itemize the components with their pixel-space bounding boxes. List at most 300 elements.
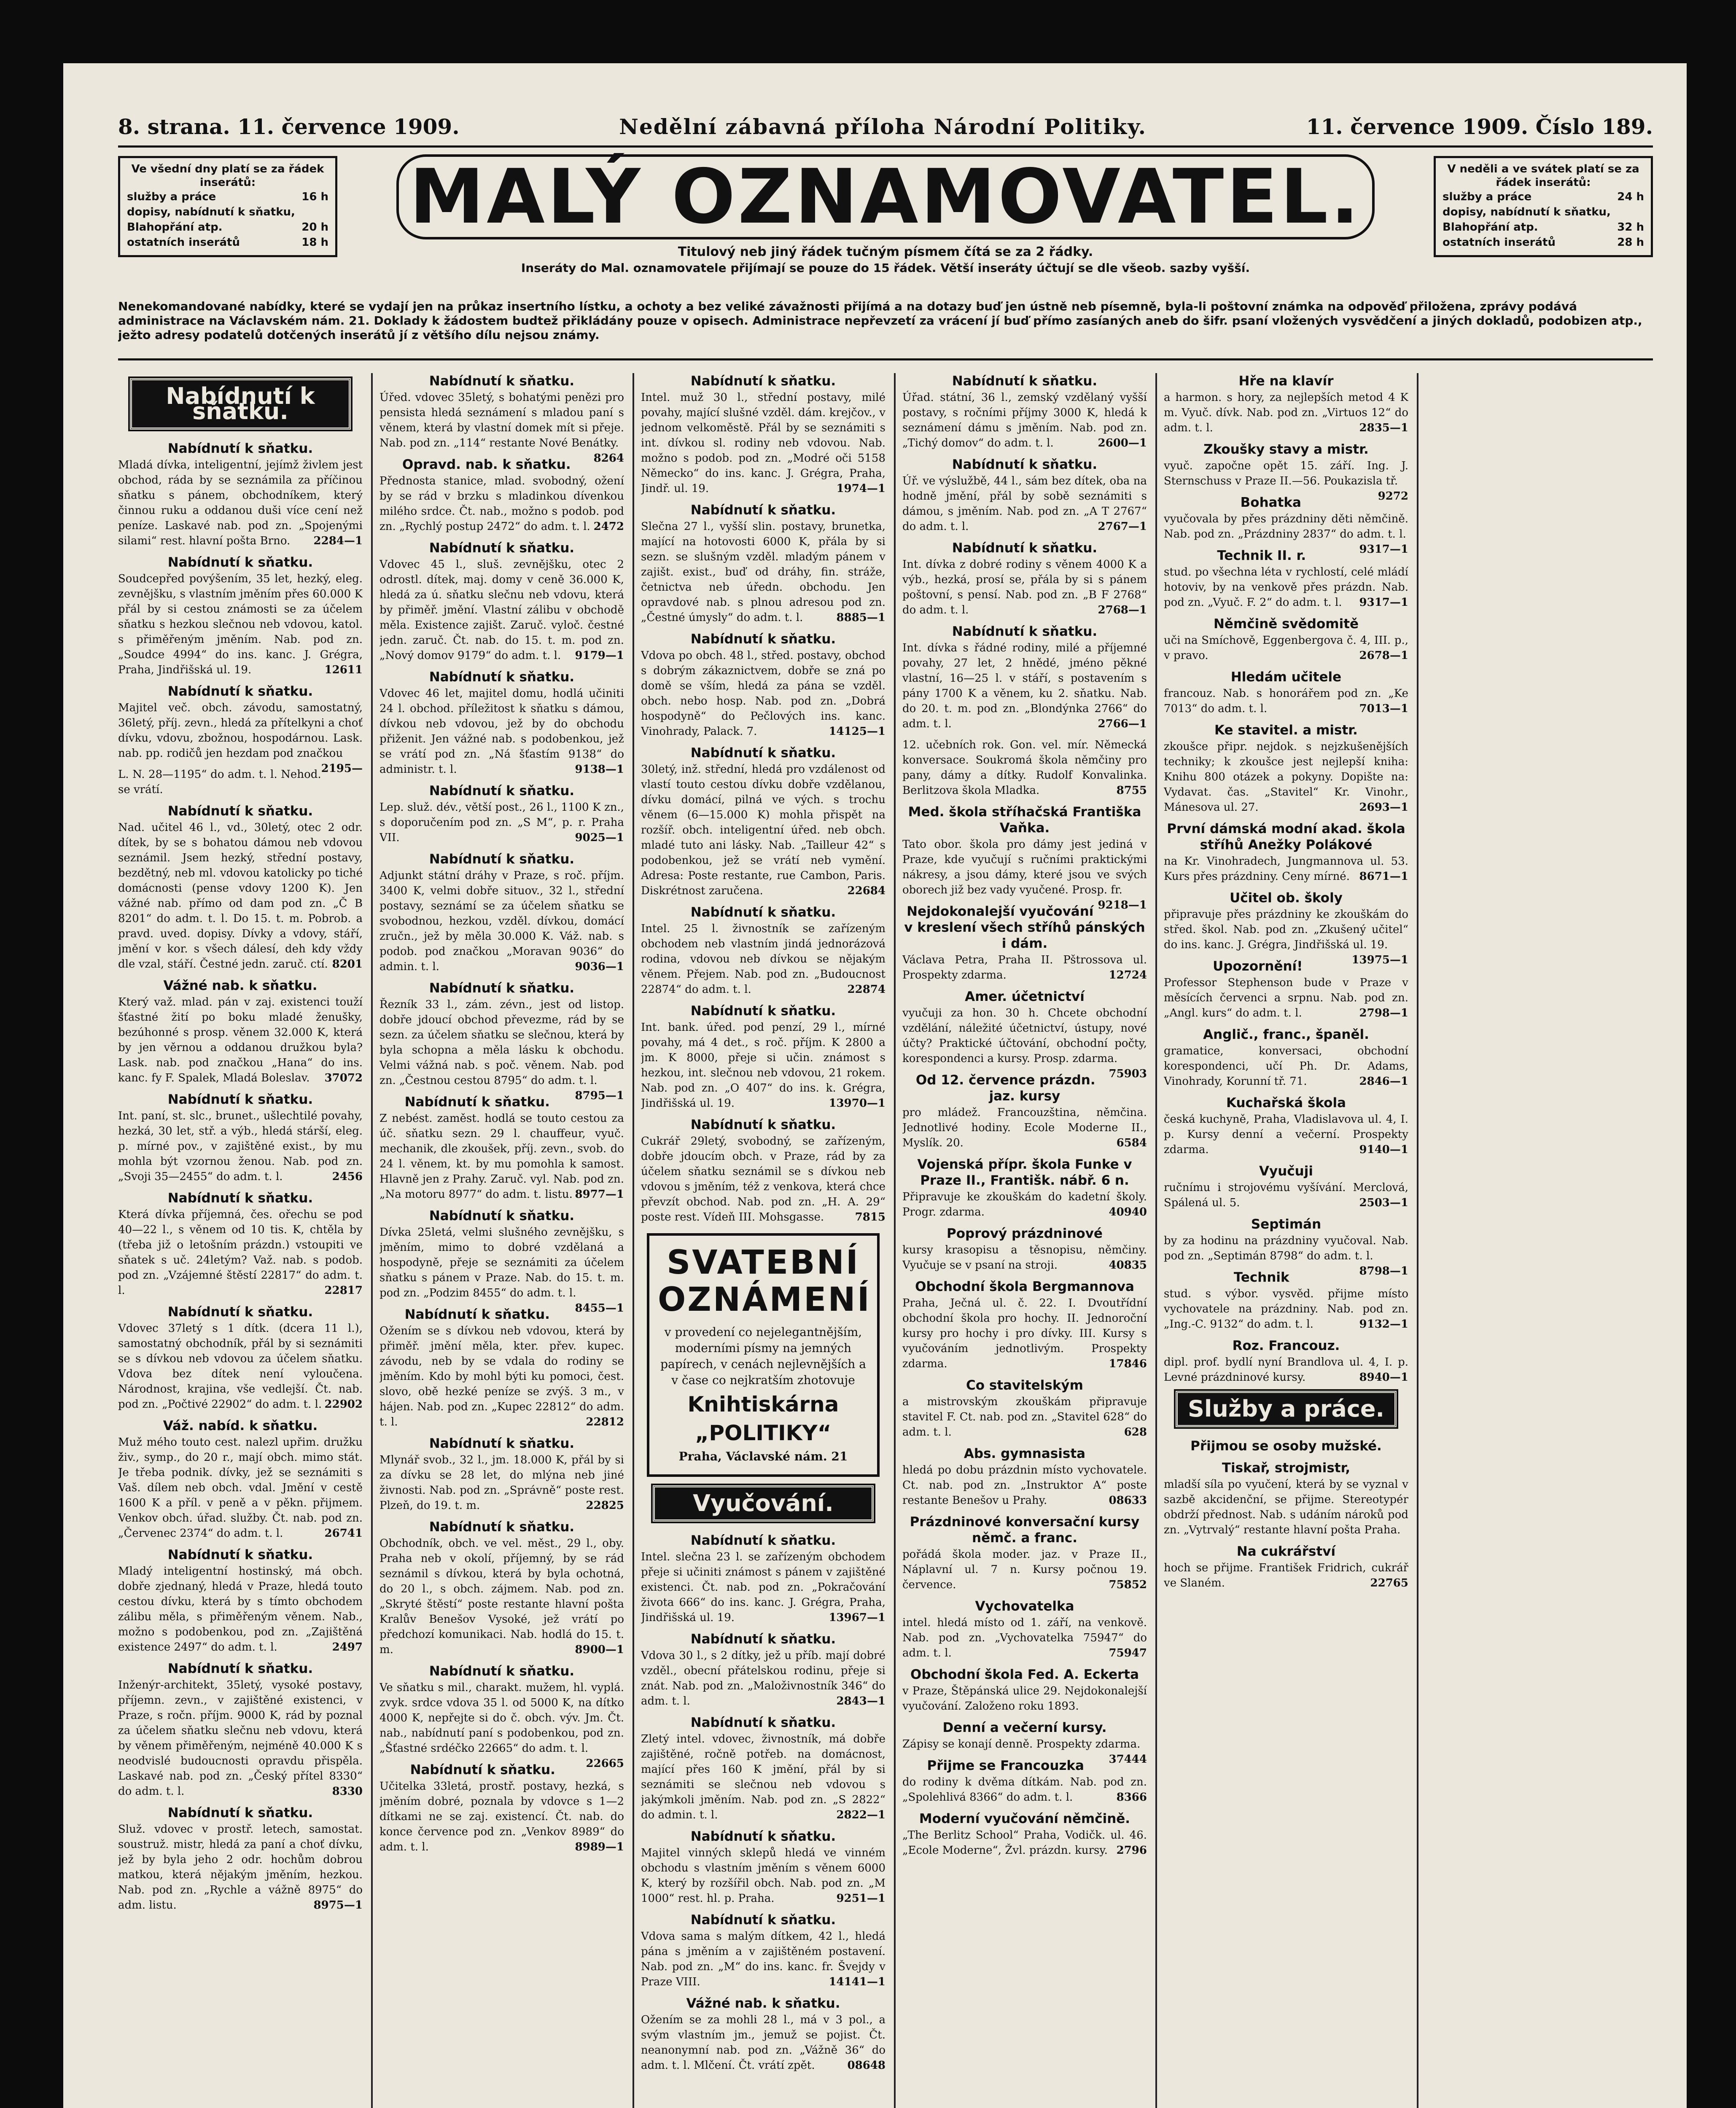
ad-body bbox=[641, 1549, 885, 1625]
ad-body bbox=[902, 1828, 1147, 1858]
ad-body bbox=[641, 2012, 885, 2073]
ad-body-text: česká kuchyně, Praha, Vladislavova ul. 4, I. p. Kursy denní a večerní. Prospekty zdarma. bbox=[1164, 1113, 1408, 1156]
ad-body bbox=[902, 1242, 1147, 1273]
wedding-ad-address: Praha, Václavské nám. 21 bbox=[678, 1449, 848, 1463]
ad-reference-code: 628 bbox=[1124, 1426, 1147, 1438]
ad-headline: Nabídnutí k sňatku. bbox=[690, 374, 836, 389]
ad-headline: Hledám učitele bbox=[1230, 670, 1342, 685]
ad-reference-code: 2497 bbox=[332, 1641, 363, 1654]
ad-headline: Nabídnutí k sňatku. bbox=[429, 783, 575, 799]
column-rule bbox=[1417, 373, 1418, 2108]
ad-body-text: připravuje přes prázdniny ke zkouškám do střed. škol. Nab. pod zn. „Zkušený učitel“ do ins. kanc. J. Grégra, Jindřišská ul. 19. bbox=[1164, 908, 1408, 951]
classified-ad bbox=[641, 1912, 885, 1990]
classified-ad bbox=[902, 540, 1147, 618]
classified-ad bbox=[118, 1547, 363, 1655]
ad-reference-code: 12611 bbox=[324, 664, 363, 676]
ad-body-text: Int. dívka z dobré rodiny s věnem 4000 K a výb., hezká, prosí se, přála by si s pánem poštovní, s pensí. Nab. pod zn. „B F 2768“ do adm. t. l. bbox=[902, 558, 1147, 616]
ad-reference-code: 40835 bbox=[1109, 1259, 1147, 1272]
ad-reference-code: 2796 bbox=[1116, 1844, 1147, 1857]
ad-body-text: Vdovec 46 let, majitel domu, hodlá učiniti 24 l. obchod. příležitost k sňatku s dámou, dívkou neb vdovou, jež by do obchodu přiženit. Jen vážné nab. s podobenkou, jež se vrátí pod zn. „Ná šťastím 9138“ do administr. t. l. bbox=[379, 687, 624, 776]
ad-body-text: Která dívka příjemná, čes. ořechu se pod 40—22 l., s věnem od 10 tis. K, chtěla by (třeba již o letošním prázdn.) vstoupiti ve sňatek s uč. 24letým? Važ. nab. s podob. pod zn. „Vzájemné štěstí 22817“ do adm. t. l. bbox=[118, 1208, 363, 1297]
column-rule bbox=[894, 373, 896, 2108]
ad-reference-code: 2195— bbox=[321, 762, 363, 775]
ad-body-text: na Kr. Vinohradech, Jungmannova ul. 53. Kurs přes prázdniny. Ceny mírné. bbox=[1164, 855, 1408, 883]
column-rule bbox=[632, 373, 634, 2108]
ad-reference-code: 22765 bbox=[1370, 1577, 1408, 1589]
wedding-ad-title-2: OZNÁMENÍ bbox=[658, 1281, 871, 1319]
ad-columns bbox=[118, 373, 1653, 2108]
ad-reference-code: 7815 bbox=[855, 1211, 885, 1223]
ad-headline: Nabídnutí k sňatku. bbox=[410, 1762, 555, 1777]
classified-ad bbox=[1164, 548, 1408, 610]
classified-ad bbox=[379, 669, 624, 777]
ad-body-text: stud. po všechna léta v rychlostí, celé mládí hotoviv, by na venkově přes prázdn. Nab. pod zn. „Vyuč. F. 2“ do adm. t. l. bbox=[1164, 566, 1408, 609]
ad-body-text: Václava Petra, Praha II. Pštrossova ul. Prospekty zdarma. bbox=[902, 954, 1147, 981]
ad-body bbox=[118, 1108, 363, 1184]
ad-headline: Nabídnutí k sňatku. bbox=[404, 1307, 550, 1322]
ad-body-text: Ožením se za mohli 28 l., má v 3 pol., a svým vlastním jm., jemuž se pojist. Čt. neanonymní nab. pod zn. „Vážně 36“ do adm. t. l. Mlčení. Čt. vrátí zpět. bbox=[641, 2014, 885, 2072]
ad-reference-code: 22684 bbox=[847, 885, 885, 897]
ad-reference-code: 8264 bbox=[593, 452, 624, 465]
ad-reference-code: 2678—1 bbox=[1359, 649, 1408, 662]
ad-headline: Tiskař, strojmistr, bbox=[1222, 1460, 1351, 1476]
ad-body bbox=[902, 952, 1147, 983]
ad-body bbox=[379, 1111, 624, 1202]
ad-reference-code: 2768—1 bbox=[1098, 604, 1147, 616]
ad-reference-code: 22812 bbox=[586, 1416, 624, 1428]
ad-body bbox=[902, 1394, 1147, 1440]
header-left: 8. strana. 11. července 1909. bbox=[118, 114, 460, 139]
classified-ad bbox=[379, 457, 624, 534]
classified-ad bbox=[118, 683, 363, 775]
ad-body bbox=[1164, 1233, 1408, 1277]
ad-body-text: Úřad. státní, 36 l., zemský vzdělaný vyšší postavy, s ročními příjmy 3000 K, hledá k seznámení dámu s jměním. Nab. pod zn. „Tichý domov“ do adm. t. l. bbox=[902, 391, 1147, 449]
ad-headline: Vyučuji bbox=[1259, 1164, 1313, 1179]
ad-body-text: Úř. ve výslužbě, 44 l., sám bez dítek, oba na hodně jmění, přál by sobě seznámiti s dámou, s jměním. Nab. pod zn. „A T 2767“ do adm. t. l. bbox=[902, 475, 1147, 533]
ad-headline: Nabídnutí k sňatku. bbox=[429, 1664, 575, 1679]
classified-ad bbox=[641, 1003, 885, 1111]
ad-headline: Nabídnutí k sňatku. bbox=[952, 374, 1098, 389]
ad-reference-code: 22902 bbox=[324, 1398, 363, 1411]
ad-headline: Kuchařská škola bbox=[1226, 1095, 1346, 1110]
ad-body-text: mladší síla po vyučení, která by se vyznal v sazbě akcidenční, se přijme. Stereotypér obdrží přednost. Nab. s udáním nároků pod zn. „Vytrvalý“ restante hlavní pošta Praha. bbox=[1164, 1478, 1408, 1536]
ad-body-text: ručnímu i strojovému vyšívání. Merclová, Spálená ul. 5. bbox=[1164, 1181, 1408, 1209]
ad-reference-code: 9025—1 bbox=[575, 831, 624, 844]
ad-body-text: 30letý, inž. střední, hledá pro vzdálenost od vlastí touto cestou dívku dobře vzdělanou, dívku domácí, pilná ve vých. s trochu věnem (6—15.000 K) mohla přispět na rozšíř. obch. inteligentní úřed. neb obch. mladé tuto ani lásky. Nab. „Tailleur 42“ s podobenkou, jež se vrátí neb vymění. Adresa: Poste restante, rue Cambon, Paris. Diskrétnost zaručena. bbox=[641, 763, 885, 897]
ad-headline: Nabídnutí k sňatku. bbox=[690, 503, 836, 518]
classified-ad bbox=[379, 980, 624, 1102]
section-header-marriage: Nabídnutí k sňatku. bbox=[130, 378, 351, 430]
column-rule bbox=[1155, 373, 1157, 2108]
ad-body-text: Vdova 30 l., s 2 dítky, jež u příb. mají dobré vzděl., obecní přátelskou rodinu, přeje si znát. Nab. pod zn. „Maloživnostník 346“ do adm. t. l. bbox=[641, 1649, 885, 1707]
sunday-rates-heading: V neděli a ve svátek platí se za řádek inserátů: bbox=[1447, 163, 1639, 189]
ad-body-text: Který važ. mlad. pán v zaj. existenci touží šťastné žití po boku mladé ženušky, bezúhonné s prosp. věnem 32.000 K, která by jen věrnou a oddanou družkou byla? Lask. nab. pod značkou „Hana“ do ins. kanc. fy F. Spalek, Mladá Boleslav. bbox=[118, 996, 363, 1084]
ad-reference-code: 75852 bbox=[1109, 1578, 1147, 1591]
ad-body bbox=[902, 1775, 1147, 1805]
ad-body bbox=[902, 1296, 1147, 1371]
ad-body-text: dipl. prof. bydlí nyní Brandlova ul. 4, I. p. Levné prázdninové kursy. bbox=[1164, 1356, 1408, 1384]
ad-headline: Nabídnutí k sňatku. bbox=[167, 1092, 313, 1107]
ad-headline: Nabídnutí k sňatku. bbox=[429, 1436, 575, 1451]
ad-body-text: Soudcepřed povýšením, 35 let, hezký, eleg. zevnějšku, s vlastním jměním přes 60.000 K přál by si cestou známosti se za účelem sňatku s hezkou slečnou neb vdovou, katol. s přiměřeným jměním. Nab. pod zn. „Soudce 4994“ do ins. kanc. J. Grégra, Praha, Jindřišská ul. 19. bbox=[118, 573, 363, 676]
ad-headline: Učitel ob. školy bbox=[1230, 890, 1343, 906]
ad-body-text: Z nebést. zaměst. hodlá se touto cestou za úč. sňatku sezn. 29 l. chauffeur, vyuč. mechanik, dle zkoušek, příj. zevn., svob. do 24 l. věnem, kt. by mu pomohla k samost. Hlavně jen z Prahy. Zaruč. vyl. Nab. pod zn. „Na motoru 8977“ do adm. t. listu. bbox=[379, 1112, 624, 1201]
ad-reference-code: 1974—1 bbox=[836, 482, 885, 495]
ad-headline: Vážné nab. k sňatku. bbox=[686, 1996, 840, 2011]
ad-body bbox=[641, 762, 885, 898]
wedding-ad-text: v provedení co nejelegantnějším, moderními písmy na jemných papírech, v cenách nejlevnějších a v čase co nejkratším zhotovuje bbox=[660, 1325, 866, 1387]
rate-label: dopisy, nabídnutí k sňatku, bbox=[127, 206, 295, 218]
classified-ad bbox=[379, 540, 624, 663]
ad-headline: Nabídnutí k sňatku. bbox=[429, 540, 575, 556]
ad-reference-code: 2693—1 bbox=[1359, 801, 1408, 814]
rate-price: 20 h bbox=[301, 221, 328, 234]
ad-reference-code: 2284—1 bbox=[313, 535, 363, 547]
ad-body bbox=[902, 1189, 1147, 1220]
ad-headline: Upozornění! bbox=[1213, 959, 1303, 974]
ad-headline: Vychovatelka bbox=[975, 1599, 1074, 1614]
ad-reference-code: 2503—1 bbox=[1359, 1197, 1408, 1209]
ad-reference-code: 13970—1 bbox=[829, 1097, 885, 1110]
ad-body-text: Intel. 25 l. živnostník se zařízeným obchodem neb vlastním jindá jednorázová rodina, vdovou neb dívkou se nějakým věnem. Přejem. Nab. pod zn. „Budoucnost 22874“ do adm. t. l. bbox=[641, 922, 885, 996]
ad-reference-code: 8975—1 bbox=[313, 1899, 363, 1912]
ad-body-text: Připravuje ke zkouškám do kadetní školy. Progr. zdarma. bbox=[902, 1191, 1147, 1218]
rate-row bbox=[1443, 189, 1644, 204]
ad-headline: Nabídnutí k sňatku. bbox=[429, 1519, 575, 1535]
ad-body bbox=[1164, 907, 1408, 966]
rate-row bbox=[127, 235, 328, 250]
classified-ad bbox=[118, 1661, 363, 1799]
ad-reference-code: 2846—1 bbox=[1359, 1075, 1408, 1088]
ad-body-text: Muž mého touto cest. nalezl upřim. družku živ., symp., do 20 r., mají obch. mimo stát. Je třeba podnik. dívky, jež se seznámiti s Vaš. dílem neb obch. vdal. Jmění v cestě 1600 K a příl. v peně a v pěkn. přijmem. Venkov obch. úřad. služby. Čt. nab. pod zn. „Červenec 2374“ do adm. t. l. bbox=[118, 1436, 363, 1540]
banner bbox=[346, 152, 1425, 275]
ad-body bbox=[641, 519, 885, 625]
ad-headline: Nabídnutí k sňatku. bbox=[690, 1117, 836, 1132]
ad-body bbox=[902, 390, 1147, 451]
ad-body-text: kursy krasopisu a těsnopisu, němčiny. Vyučuje se v psaní na stroji. bbox=[902, 1244, 1147, 1272]
ad-body-text: Nad. učitel 46 l., vd., 30letý, otec 2 odr. dítek, by se s bohatou dámou neb vdovou seznámil. Jsem hezký, střední postavy, bezdětný, neb ml. vdovou katolicky po tiché domácnosti (pense vdovy 1200 K). Jen vážné nab. přímo od dam pod zn. „Č B 8201“ do adm. t. l. Do 15. t. m. Pobrob. a pravd. uved. dopisy. Dívky a vdovy, stáří, jmění v kor. s všech dálesí, deh kdy vždy dle vzal, stáří. Čestné jedn. zaruč. ctí. bbox=[118, 821, 363, 971]
rate-row bbox=[1443, 235, 1644, 250]
ad-reference-code: 22874 bbox=[847, 983, 885, 996]
ad-reference-code: 22665 bbox=[586, 1757, 624, 1770]
ad-headline: Nabídnutí k sňatku. bbox=[429, 852, 575, 867]
ad-headline: Zkoušky stavy a mistr. bbox=[1203, 442, 1369, 457]
classified-ad bbox=[902, 1226, 1147, 1273]
classified-ad bbox=[641, 373, 885, 496]
classified-ad bbox=[118, 1190, 363, 1298]
classified-ad bbox=[1164, 1460, 1408, 1538]
ad-reference-code: 8366 bbox=[1116, 1791, 1147, 1804]
ad-reference-code: 40940 bbox=[1109, 1206, 1147, 1218]
ad-reference-code: 8795—1 bbox=[575, 1089, 624, 1102]
ad-headline: Nabídnutí k sňatku. bbox=[167, 804, 313, 819]
ad-body bbox=[379, 473, 624, 534]
rate-label: Blahopřání atp. bbox=[1443, 221, 1538, 234]
classified-ad bbox=[641, 1828, 885, 1906]
ad-reference-code: 22825 bbox=[586, 1499, 624, 1512]
ad-headline: Ke stavitel. a mistr. bbox=[1214, 723, 1358, 738]
ad-reference-code: 2472 bbox=[593, 520, 624, 533]
ad-body-text: a mistrovským zkouškám připravuje stavitel F. Ct. nab. pod zn. „Stavitel 628“ do adm. t. l. bbox=[902, 1395, 1147, 1438]
running-header bbox=[118, 108, 1653, 148]
ad-body bbox=[118, 1678, 363, 1799]
ad-body-text: a harmon. s hory, za nejlepších metod 4 K m. Vyuč. dívk. Nab. pod zn. „Virtuos 12“ do adm. t. l. bbox=[1164, 391, 1408, 434]
weekday-rates-heading: Ve všední dny platí se za řádek inserátů: bbox=[131, 163, 324, 189]
ad-headline: Nabídnutí k sňatku. bbox=[690, 1003, 836, 1019]
classified-ad bbox=[1164, 1163, 1408, 1210]
ad-body bbox=[902, 640, 1147, 731]
ad-body bbox=[1164, 1180, 1408, 1210]
ad-body-text: Obchodník, obch. ve vel. měst., 29 l., oby. Praha neb v okolí, příjemný, by se rád seznámil s dívkou, která by byla ochotná, do 20 l., s obch. zájmem. Nab. pod zn. „Skryté štěstí“ poste restante hlavní pošta Kralův Benešov Vysoké, jež vrátí po předchozí komunikaci. Nab. hodlá do 15. t. m. bbox=[379, 1537, 624, 1656]
ad-body bbox=[902, 1006, 1147, 1080]
ad-body-text: Služ. vdovec v prostř. letech, samostat. soustruž. mistr, hledá za paní a choť dívku, jež by byla jeho 2 odr. hochům dobrou matkou, která nějakým jměním, hezkou. Nab. pod zn. „Rychle a vážně 8975“ do adm. listu. bbox=[118, 1823, 363, 1912]
ad-body-text: Úřed. vdovec 35letý, s bohatými penězi pro pensista hledá seznámení s mladou paní s věnem, která by vlastní domek mít si přeje. Nab. pod zn. „114“ restante Nové Benátky. bbox=[379, 391, 624, 449]
ad-body-text: Int. dívka s řádné rodiny, milé a příjemné povahy, 27 let, 2 hnědé, jméno pěkné vlastní, 16—25 l. v stáří, s postavením s pány 1700 K a věnem, ku 2. sňatku. Nab. do 20. t. m. pod zn. „Blondýnka 2766“ do adm. t. l. bbox=[902, 642, 1147, 730]
ad-reference-code: 13975—1 bbox=[1351, 954, 1408, 966]
ad-headline: Nabídnutí k sňatku. bbox=[690, 1829, 836, 1844]
classified-ad bbox=[1164, 890, 1408, 966]
ad-body bbox=[1164, 1477, 1408, 1538]
ad-body-text: Zápisy se konají denně. Prospekty zdarma. bbox=[902, 1738, 1141, 1750]
ad-body bbox=[641, 1134, 885, 1225]
ad-headline: Denní a večerní kursy. bbox=[942, 1720, 1107, 1735]
ad-body-text: stud. s výbor. vysvěd. přijme místo vychovatele na prázdniny. Nab. pod zn. „Ing.-C. 9132“ do adm. t. l. bbox=[1164, 1288, 1408, 1331]
ad-body bbox=[902, 1683, 1147, 1714]
ad-body bbox=[379, 686, 624, 777]
column-3 bbox=[641, 373, 885, 2108]
classified-ad bbox=[1164, 1216, 1408, 1277]
ad-body bbox=[641, 390, 885, 496]
ad-body-text: Slečna 27 l., vyšší slin. postavy, brunetka, mající na hotovosti 6000 K, přála by si sezn. se slušným vzděl. mladým pánem v zajišt. exist., buď od dráhy, fin. stráže, četnictva neb úředn. obchodu. Jen opravdové nab. s plnou adresou pod zn. „Čestné úmysly“ do adm. t. l. bbox=[641, 520, 885, 624]
classified-ad bbox=[118, 1805, 363, 1913]
ad-reference-code: 26741 bbox=[324, 1527, 363, 1540]
ad-body-text: Professor Stephenson bude v Praze v měsících červenci a srpnu. Nab. pod zn. „Angl. kurs“ do adm. t. l. bbox=[1164, 976, 1408, 1019]
ad-headline: Nabídnutí k sňatku. bbox=[429, 670, 575, 685]
wedding-ad-brand-1: Knihtiskárna bbox=[687, 1392, 839, 1417]
ad-headline: Nabídnutí k sňatku. bbox=[429, 374, 575, 389]
classified-ad bbox=[1164, 1027, 1408, 1089]
classified-ad bbox=[902, 1811, 1147, 1858]
ad-body-text: vyučovala by přes prázdniny děti němčině. Nab. pod zn. „Prázdniny 2837“ do adm. t. l. bbox=[1164, 513, 1408, 540]
ad-headline: Nabídnutí k sňatku. bbox=[167, 684, 313, 699]
classified-ad bbox=[641, 1995, 885, 2073]
classified-ad bbox=[641, 904, 885, 997]
ad-reference-code: 8798—1 bbox=[1359, 1265, 1408, 1277]
ad-headline: Technik II. r. bbox=[1217, 548, 1306, 563]
classified-ad bbox=[1164, 373, 1408, 436]
ad-body-text: Mlynář svob., 32 l., jm. 18.000 K, přál by si za dívku se 28 let, do mlýna neb jiné živnosti. Nab. pod zn. „Správně“ poste rest. Plzeň, do 19. t. m. bbox=[379, 1454, 624, 1512]
ad-reference-code: 22817 bbox=[324, 1284, 363, 1297]
ad-body-text: Int. bank. úřed. pod penzí, 29 l., mírné povahy, má 4 det., s roč. příjm. K 2800 a jm. K 8000, přeje si učin. známost s hezkou, int. slečnou neb vdovou, 21 rokem. Nab. pod zn. „O 407“ do ins. k. Grégra, Jindřišská ul. 19. bbox=[641, 1021, 885, 1110]
ad-reference-code: 2835—1 bbox=[1359, 422, 1408, 434]
rate-label: Blahopřání atp. bbox=[127, 221, 223, 234]
ad-reference-code: 2456 bbox=[332, 1170, 363, 1183]
classified-ad bbox=[641, 1533, 885, 1625]
ad-body-text: Řezník 33 l., zám. zévn., jest od listop. dobře jdoucí obchod převezme, rád by se sezn. za účelem sňatku se slečnou, která by byla schopna a měla lásku k obchodu. Velmi vážná nab. s poč. věnem. Nab. pod zn. „Čestnou cestou 8795“ do adm. t. l. bbox=[379, 998, 624, 1087]
ad-body-text: Tato obor. škola pro dámy jest jediná v Praze, kde vyučují s ručními praktickými nákresy, a jsou dámy, které jsou ve svých oborech již bez vady vyučené. Prosp. fr. bbox=[902, 838, 1147, 896]
ad-body bbox=[641, 921, 885, 997]
newspaper-page bbox=[63, 63, 1687, 2108]
ad-body bbox=[902, 1105, 1147, 1151]
ad-headline: Vážné nab. k sňatku. bbox=[163, 978, 318, 993]
ad-headline: Nabídnutí k sňatku. bbox=[429, 981, 575, 996]
classified-ad bbox=[118, 441, 363, 549]
ad-headline: Anglič., franc., španěl. bbox=[1203, 1027, 1369, 1042]
ad-body-text: Majitel več. obch. závodu, samostatný, 36letý, příj. zevn., hledá za přítelkyni a choť dívku, vdovu, zbožnou, hospodárnou. Lask. nab. pp. rodičů jen hezdam pod značkou bbox=[118, 702, 363, 760]
ad-reference-code: 12724 bbox=[1109, 969, 1147, 981]
ad-body-text: Mladá dívka, inteligentní, jejímž živlem jest obchod, ráda by se seznámila za příčinou sňatku s pánem, obchodníkem, který činnou ruku a oddanou duši více cení než peníze. Laskavé nab. pod zn. „Spojenými silami“ rest. hlavní pošta Brno. bbox=[118, 459, 363, 547]
ad-body-text: Dívka 25letá, velmi slušného zevnějšku, s jměním, mimo to dobré vzdělaná a hospodyně, přeje se seznámiti za účelem sňatku s pánem v Praze. Nab. do 15. t. m. pod zn. „Podzim 8455“ do adm. t. l. bbox=[379, 1226, 624, 1299]
ad-reference-code: 8671—1 bbox=[1359, 870, 1408, 883]
ad-reference-code: 9317—1 bbox=[1359, 543, 1408, 556]
column-5 bbox=[1164, 373, 1408, 2108]
ad-body bbox=[1164, 1043, 1408, 1089]
rate-price: 32 h bbox=[1617, 221, 1644, 234]
ad-headline: Nabídnutí k sňatku. bbox=[404, 1094, 550, 1110]
ad-headline: Opravd. nab. k sňatku. bbox=[402, 457, 571, 472]
ad-reference-code: 14125—1 bbox=[829, 725, 885, 738]
ad-body-text: francouz. Nab. s honorářem pod zn. „Ke 7013“ do adm. t. l. bbox=[1164, 687, 1408, 715]
ad-reference-code: 8940—1 bbox=[1359, 1371, 1408, 1384]
rate-row bbox=[127, 204, 328, 220]
ad-headline: Na cukrářství bbox=[1236, 1544, 1336, 1559]
ad-reference-code: 8885—1 bbox=[836, 611, 885, 624]
rate-label: služby a práce bbox=[127, 191, 216, 203]
classified-ad bbox=[902, 1279, 1147, 1371]
ad-reference-code: 8455—1 bbox=[575, 1302, 624, 1315]
ad-body-text: Intel. muž 30 l., střední postavy, milé povahy, mající slušné vzděl. dám. krejčov., v jednom velkoměstě. Přál by se seznámiti s int. dívkou sl. rodiny neb vdovou. Nab. možno s podob. pod zn. „Modré oči 5158 Německo“ do ins. kanc. J. Grégra, Praha, Jindř. ul. 19. bbox=[641, 391, 885, 495]
ad-headline: Přijmou se osoby mužské. bbox=[1190, 1438, 1382, 1454]
banner-subtitle-2: Inseráty do Mal. oznamovatele přijímají se pouze do 15 řádek. Větší inseráty účtují se dle všeob. sazby vyšší. bbox=[521, 261, 1250, 275]
ad-body bbox=[118, 1435, 363, 1541]
sunday-rates-box bbox=[1434, 156, 1653, 257]
classified-ad bbox=[1164, 1543, 1408, 1591]
ad-body-text: zkoušce připr. nejdok. s nejzkušenějších techniky; k zkoušce jest nejlepší kniha: Knihu 800 otázek a pokyny. Dopište na: Vydavat. čas. „Stavitel“ Kr. Vinohr., Mánesova ul. 27. bbox=[1164, 740, 1408, 814]
ad-body-text: „The Berlitz School“ Praha, Vodičk. ul. 46. „Ecole Moderne“, Žvl. prázdn. kursy. bbox=[902, 1829, 1147, 1857]
column-6 bbox=[1425, 373, 1653, 2108]
ad-body bbox=[379, 868, 624, 974]
classified-ad bbox=[379, 851, 624, 974]
ad-headline: Nabídnutí k sňatku. bbox=[429, 1208, 575, 1223]
rate-label: služby a práce bbox=[1443, 191, 1532, 203]
ad-headline: Nabídnutí k sňatku. bbox=[690, 1912, 836, 1928]
classified-ad bbox=[902, 1446, 1147, 1508]
ad-headline: Němčině svědomitě bbox=[1213, 616, 1359, 632]
classified-ad bbox=[902, 373, 1147, 451]
column-1 bbox=[118, 373, 363, 2108]
wedding-ad-brand-2: „POLITIKY“ bbox=[695, 1421, 832, 1445]
ad-headline: Nabídnutí k sňatku. bbox=[167, 441, 313, 456]
ad-headline: Obchodní škola Bergmannova bbox=[915, 1279, 1134, 1294]
ad-reference-code: 6584 bbox=[1116, 1137, 1147, 1149]
ad-body-text: Adjunkt státní dráhy v Praze, s roč. příjm. 3400 K, velmi dobře situov., 32 l., střední postavy, seznámí se za účelem sňatku se svobodnou, hezkou, vzděl. dívkou, domácí zručn., jež by měla 30.000 K. Váž. nab. s podob. pod značkou „Moravan 9036“ do admin. t. l. bbox=[379, 869, 624, 973]
ad-reference-code: 9218—1 bbox=[1098, 899, 1147, 911]
ad-reference-code: 9179—1 bbox=[575, 649, 624, 662]
ad-body-text: Inženýr-architekt, 35letý, vysoké postavy, příjemn. zevn., v zajištěné existenci, v Praze, s ročn. příjm. 9000 K, rád by poznal za účelem sňatku slečnu neb vdovu, která by věnem přiměřeným, nejméně 40.000 K s neodvislé budoucnosti opravdu přispěla. Laskavé nab. pod zn. „Český přítel 8330“ do adm. t. l. bbox=[118, 1679, 363, 1798]
ad-reference-code: 2822—1 bbox=[836, 1809, 885, 1821]
classified-ad bbox=[902, 1667, 1147, 1714]
ad-reference-code: 08633 bbox=[1109, 1494, 1147, 1507]
ad-body bbox=[902, 557, 1147, 618]
ad-body bbox=[379, 557, 624, 663]
ad-headline: Nejdokonalejší vyučování v kreslení všech stříhů pánských i dám. bbox=[904, 904, 1145, 951]
ad-reference-code: 75947 bbox=[1109, 1647, 1147, 1659]
ad-reference-code: 9272 bbox=[1378, 490, 1408, 503]
classified-ad bbox=[902, 1598, 1147, 1661]
ad-headline: Septimán bbox=[1251, 1217, 1322, 1232]
classified-ad bbox=[902, 1072, 1147, 1151]
ad-reference-code: 2766—1 bbox=[1098, 718, 1147, 730]
rate-label: ostatních inserátů bbox=[1443, 236, 1556, 249]
ad-headline: Med. škola stříhačská Františka Vaňka. bbox=[908, 804, 1141, 836]
classified-ad bbox=[118, 803, 363, 972]
classified-ad bbox=[1164, 722, 1408, 815]
ad-reference-code: 9138—1 bbox=[575, 763, 624, 776]
rate-row bbox=[127, 189, 328, 204]
classified-ad bbox=[641, 502, 885, 625]
ad-reference-code: 2600—1 bbox=[1098, 437, 1147, 449]
ad-body-text: gramatice, konversaci, obchodní korespondenci, učí Ph. Dr. Adams, Vinohrady, Korunní tř. 71. bbox=[1164, 1045, 1408, 1088]
ad-body bbox=[1164, 565, 1408, 610]
ad-headline: Nabídnutí k sňatku. bbox=[167, 555, 313, 570]
ad-body-text: Ve sňatku s mil., charakt. mužem, hl. vyplá. zvyk. srdce vdova 35 l. od 5000 K, na dítko 4000 K, nepřejte si do č. obch. výv. Jm. Čt. nab., nabídnutí paní s podobenkou, pod zn. „Šťastné srdéčko 22665“ do adm. t. l. bbox=[379, 1681, 624, 1755]
ad-reference-code: 13967—1 bbox=[829, 1611, 885, 1624]
ad-body-text: vyuč. započne opět 15. září. Ing. J. Sternschuss v Praze II.—56. Poukazisla tř. bbox=[1164, 460, 1408, 487]
ad-reference-code: 9132—1 bbox=[1359, 1318, 1408, 1331]
ad-body bbox=[902, 837, 1147, 911]
ad-headline: Vojenská přípr. škola Funke v Praze II., Františk. nábř. 6 n. bbox=[917, 1157, 1132, 1188]
column-rule bbox=[371, 373, 373, 2108]
ad-headline: Moderní vyučování němčině. bbox=[919, 1811, 1130, 1826]
ad-body bbox=[902, 1463, 1147, 1508]
wedding-ad-title-1: SVATEBNÍ bbox=[667, 1244, 860, 1282]
ad-headline: Nabídnutí k sňatku. bbox=[952, 457, 1098, 472]
classified-ad bbox=[902, 903, 1147, 983]
ad-headline: Nabídnutí k sňatku. bbox=[952, 540, 1098, 556]
ad-headline: Nabídnutí k sňatku. bbox=[952, 624, 1098, 639]
classified-ad bbox=[379, 1436, 624, 1513]
ad-body bbox=[1164, 1560, 1408, 1591]
rate-price: 16 h bbox=[301, 191, 328, 203]
classified-ad bbox=[379, 1208, 624, 1315]
ad-body-text: Přednosta stanice, mlad. svobodný, ožení by se rád v brzku s mladinkou dívenkou milého srdce. Čt. nab., možno s podob. pod zn. „Rychlý postup 2472“ do adm. t. l. bbox=[379, 475, 624, 533]
ad-body-text: Mladý inteligentní hostinský, má obch. dobře zjednaný, hledá v Praze, hledá touto cestou dívku, která by s tímto obchodem zálibu měla, s přiměřeným věnem. Nab., možno s podobenkou, pod zn. „Zajištěná existence 2497“ do adm. t. l. bbox=[118, 1565, 363, 1654]
ad-body bbox=[379, 1536, 624, 1657]
classified-ad bbox=[1164, 669, 1408, 716]
classified-ad bbox=[641, 745, 885, 898]
ad-headline: Nabídnutí k sňatku. bbox=[167, 1191, 313, 1206]
classified-ad bbox=[902, 804, 1147, 911]
ad-body bbox=[118, 700, 363, 775]
classified-ad bbox=[1164, 1438, 1408, 1454]
classified-ad bbox=[641, 1631, 885, 1709]
ad-body-text: do rodiny k dvěma dítkám. Nab. pod zn. „Spolehlivá 8366“ do adm. t. l. bbox=[902, 1776, 1147, 1804]
ad-body-text: pro mládež. Francouzština, němčina. Jednotlivé hodiny. Ecole Moderne II., Myslík. 20. bbox=[902, 1106, 1147, 1149]
classified-ad bbox=[641, 1715, 885, 1823]
classified-ad bbox=[1164, 616, 1408, 663]
classified-ad bbox=[379, 1094, 624, 1202]
ad-headline: Nabídnutí k sňatku. bbox=[167, 1547, 313, 1562]
classified-ad bbox=[1164, 1095, 1408, 1157]
ad-body-text: Int. paní, st. slc., brunet., ušlechtilé povahy, hezká, 30 let, stř. a výb., hledá stárší, eleg. p. mírné pov., v zajištěné exist., by mu mohla být vzornou ženou. Nab. pod zn. „Svoji 35—2455“ do adm. t. l. bbox=[118, 1110, 363, 1183]
ad-body-text: Vdovec 37letý s 1 dítk. (dcera 11 l.), samostatný obchodník, přál by si seznámiti se s dívkou neb vdovou za účelem sňatku. Vdova bez dítek není vyloučena. Národnost, krajina, vše vedlejší. Čt. nab. pod zn. „Počtivé 22902“ do adm. t. l. bbox=[118, 1322, 363, 1411]
ad-body-text: Praha, Ječná ul. č. 22. I. Dvoutřídní obchodní škola pro hochy. II. Jednoroční kursy pro hochy i pro dívky. III. Kursy s vyučováním jednotlivým. Prospekty zdarma. bbox=[902, 1297, 1147, 1370]
ad-body-text: intel. hledá místo od 1. září, na venkově. Nab. pod zn. „Vychovatelka 75947“ do adm. t. l. bbox=[902, 1616, 1147, 1659]
ad-body bbox=[118, 571, 363, 678]
ad-reference-code: 9140—1 bbox=[1359, 1143, 1408, 1156]
ad-body bbox=[1164, 739, 1408, 815]
ad-headline: Nabídnutí k sňatku. bbox=[167, 1805, 313, 1820]
